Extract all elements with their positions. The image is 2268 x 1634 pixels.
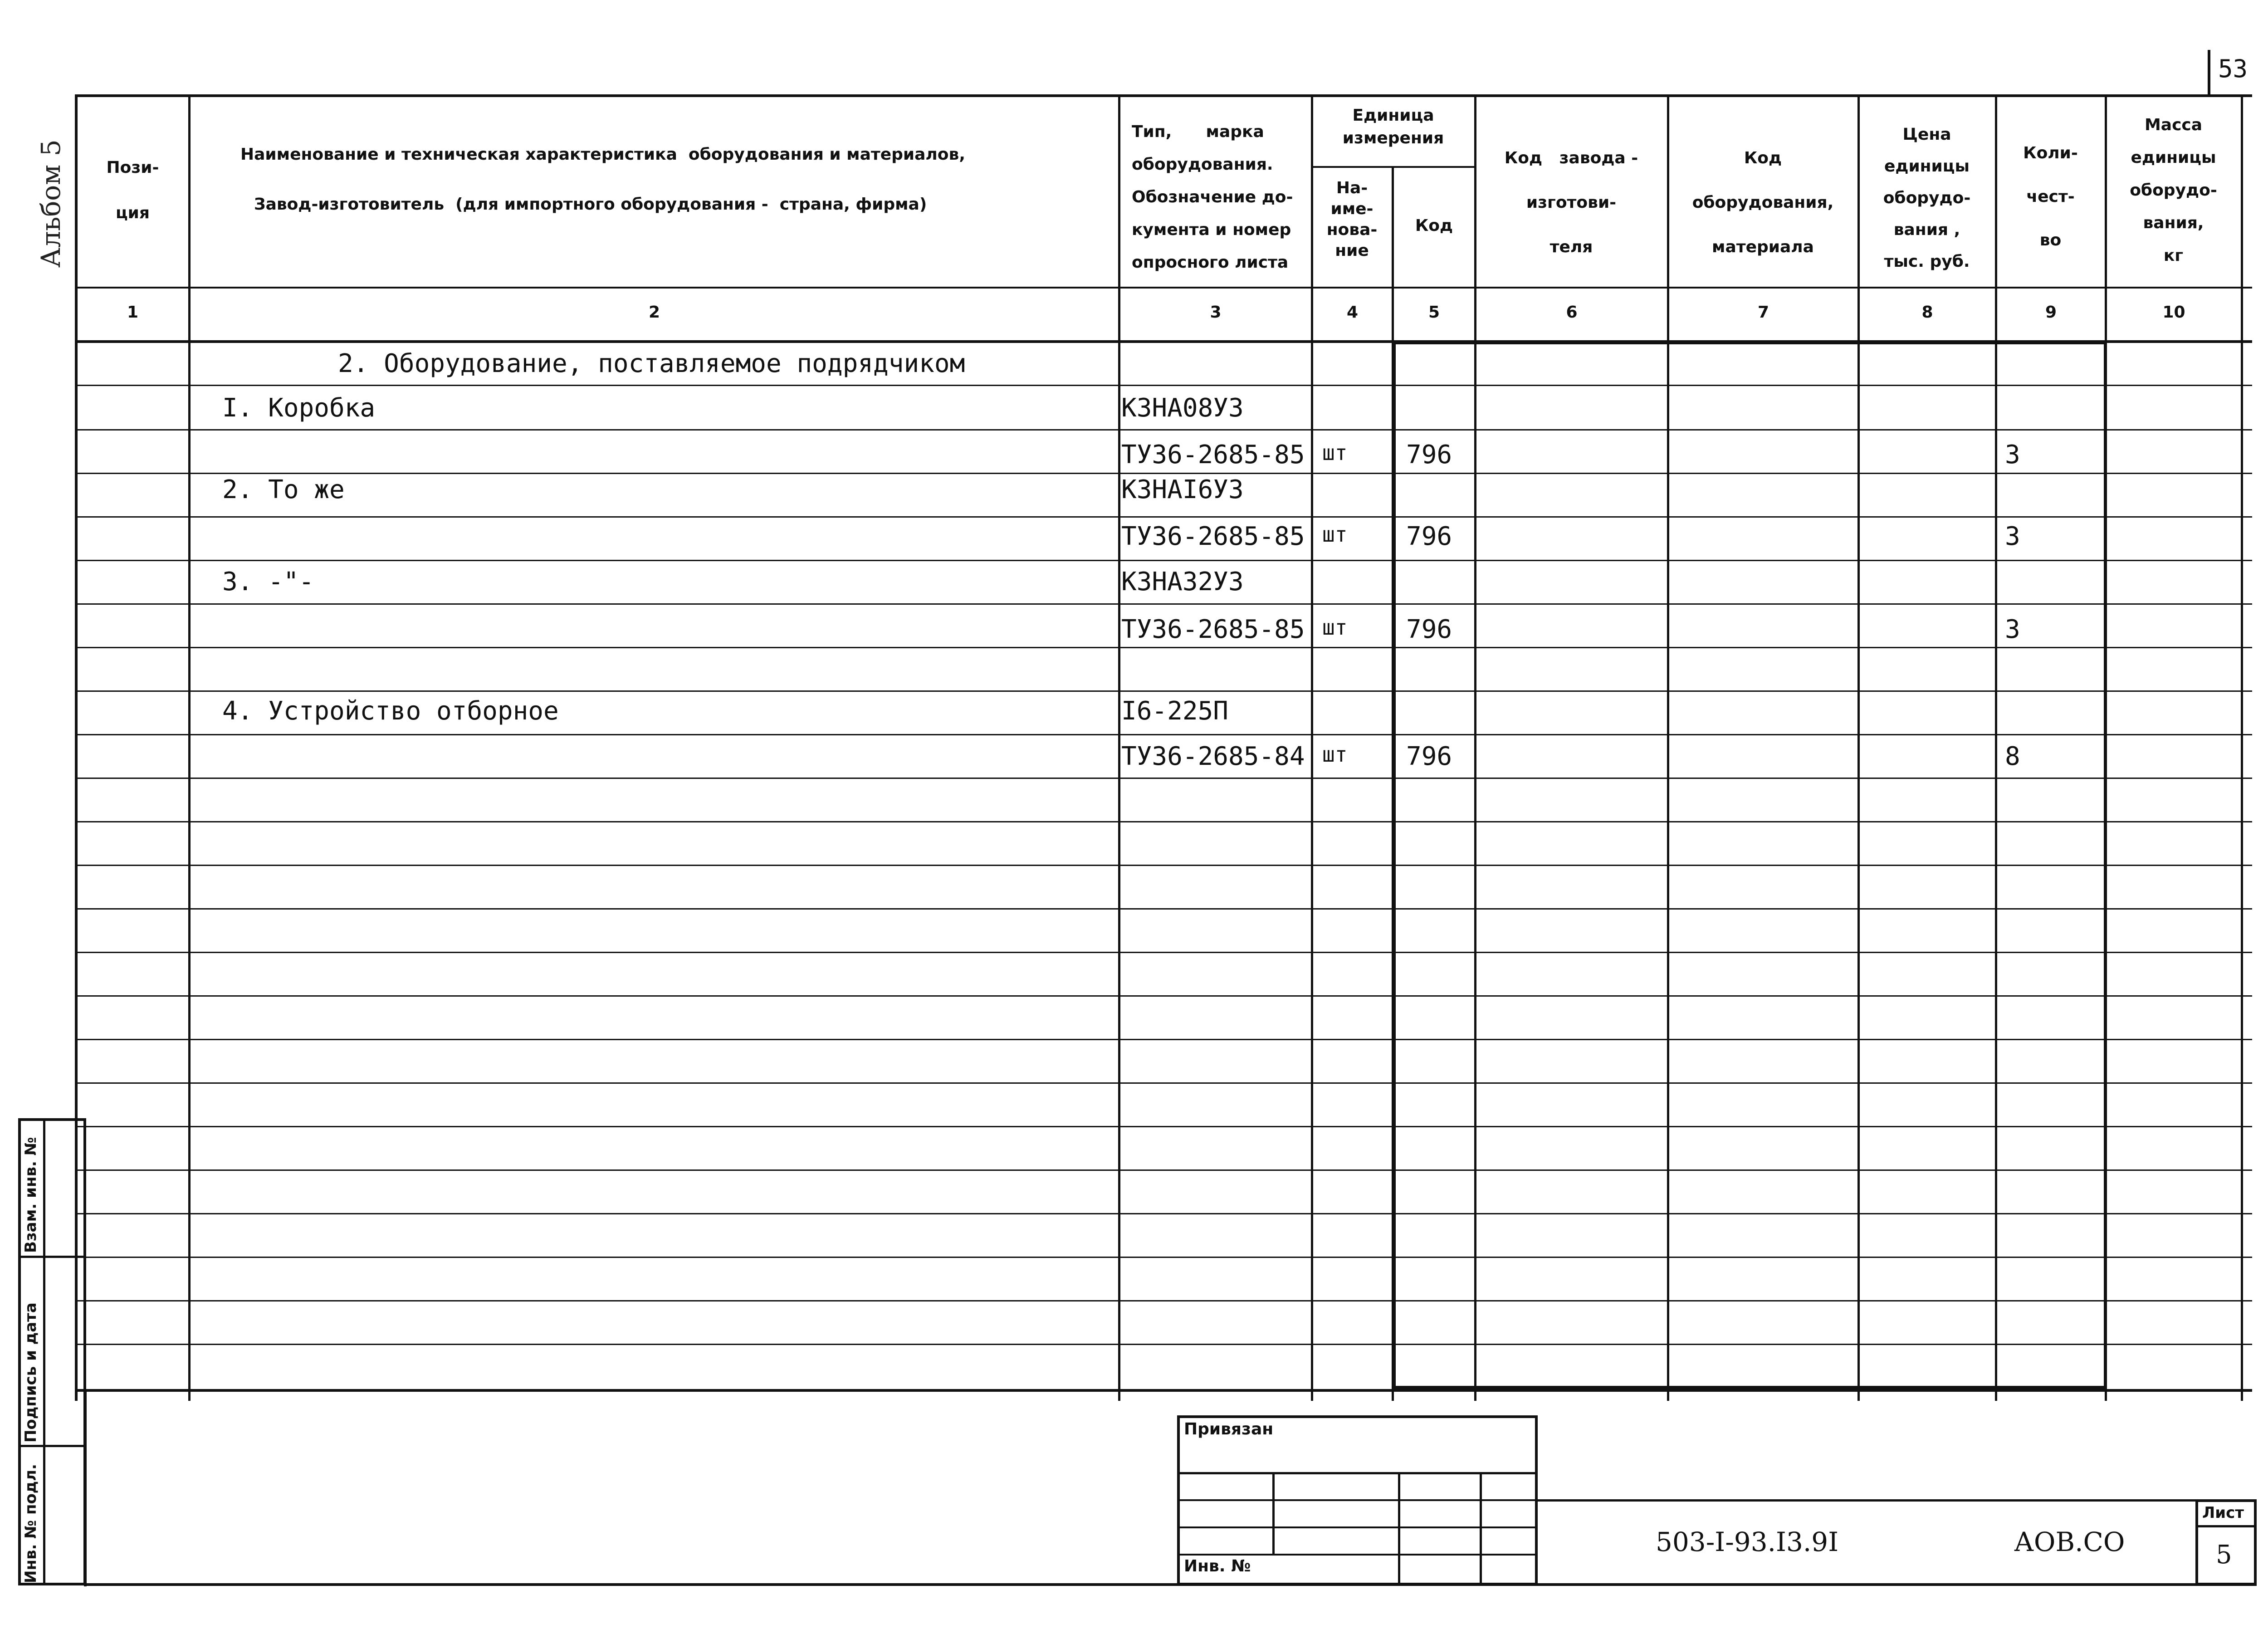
row-type: КЗНА32УЗ <box>1121 567 1244 597</box>
row-type: КЗНА08УЗ <box>1121 393 1244 423</box>
row-name: 2. То же <box>222 475 345 504</box>
section-title: 2. Оборудование, поставляемое подрядчиком <box>338 349 965 378</box>
row-unit: шт <box>1322 522 1348 547</box>
header-factory-code: Код завода - изготови- теля <box>1504 149 1638 256</box>
row-type: ТУ36-2685-84 <box>1121 742 1305 771</box>
sheet-label: Лист <box>2202 1504 2244 1522</box>
stamp-privyazan: Привязан <box>1184 1420 1274 1438</box>
header-unit-code: Код <box>1415 216 1453 235</box>
row-type: ТУ36-2685-85 <box>1121 522 1305 551</box>
sheet-number: 5 <box>2216 1540 2232 1570</box>
row-type: I6-225П <box>1121 696 1229 726</box>
colnum-7: 7 <box>1757 303 1769 322</box>
header-name-line1: Наименование и техническая характеристика оборудования и материалов, <box>240 145 965 164</box>
row-type: ТУ36-2685-85 <box>1121 440 1305 470</box>
header-type: Тип, марка оборудования. Обозначение до- кумента и номер опросного листа <box>1132 122 1293 272</box>
colnum-3: 3 <box>1210 303 1222 322</box>
header-position: Пози- ция <box>106 158 159 222</box>
header-name-line2: Завод-изготовитель (для импортного оборудования - страна, фирма) <box>254 195 927 214</box>
side-label-podpis: Подпись и дата <box>22 1302 40 1443</box>
row-quantity: 3 <box>2005 615 2020 644</box>
row-unit: шт <box>1322 440 1348 465</box>
header-quantity: Коли- чест- во <box>2023 144 2078 250</box>
colnum-8: 8 <box>1921 303 1933 322</box>
header-mass: Масса единицы оборудо- вания, кг <box>2130 116 2217 265</box>
row-unit: шт <box>1322 742 1348 767</box>
row-name: 4. Устройство отборное <box>222 696 559 726</box>
colnum-2: 2 <box>648 303 660 322</box>
colnum-5: 5 <box>1428 303 1440 322</box>
row-code: 796 <box>1406 440 1452 470</box>
row-name: I. Коробка <box>222 393 376 423</box>
colnum-1: 1 <box>127 303 139 322</box>
page-number: 53 <box>2218 54 2248 83</box>
row-name: 3. -"- <box>222 567 314 597</box>
row-type: ТУ36-2685-85 <box>1121 615 1305 644</box>
document-code: 503-I-93.I3.9I <box>1656 1526 1839 1557</box>
row-unit: шт <box>1322 615 1348 640</box>
row-code: 796 <box>1406 522 1452 551</box>
colnum-4: 4 <box>1346 303 1359 322</box>
header-unit-group: Единица измерения <box>1342 106 1444 147</box>
row-code: 796 <box>1406 615 1452 644</box>
row-quantity: 8 <box>2005 742 2020 771</box>
colnum-6: 6 <box>1566 303 1578 322</box>
header-equipment-code: Код оборудования, материала <box>1692 149 1834 256</box>
colnum-9: 9 <box>2045 303 2057 322</box>
side-label-inv: Инв. № подл. <box>22 1463 40 1583</box>
album-label: Альбом 5 <box>35 139 66 268</box>
document-mark: АОВ.СО <box>2014 1526 2125 1557</box>
row-type: КЗНАI6УЗ <box>1121 475 1244 504</box>
header-price: Цена единицы оборудо- вания , тыс. руб. <box>1883 125 1971 271</box>
header-unit-name: На- име- нова- ние <box>1326 179 1378 260</box>
side-label-vzam: Взам. инв. № <box>22 1137 40 1253</box>
row-code: 796 <box>1406 742 1452 771</box>
stamp-inv-no: Инв. № <box>1184 1557 1251 1575</box>
row-quantity: 3 <box>2005 522 2020 551</box>
colnum-10: 10 <box>2162 303 2185 322</box>
row-quantity: 3 <box>2005 440 2020 470</box>
